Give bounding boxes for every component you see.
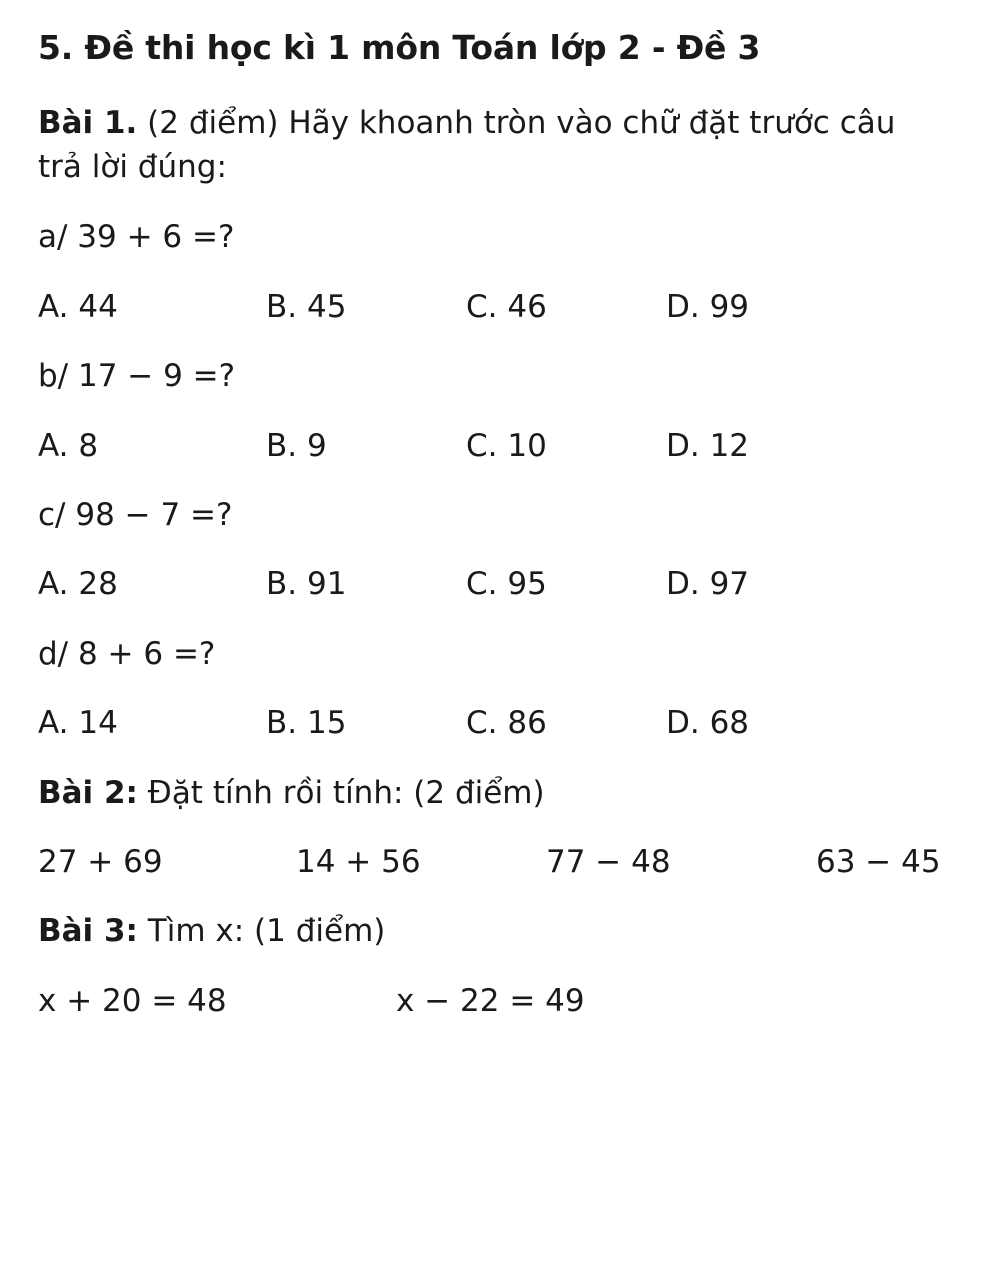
question-b-options [38, 425, 948, 468]
exercise-2-label: Bài 2: [38, 774, 138, 811]
option-d[interactable]: D. 12 [666, 427, 750, 464]
option-a[interactable]: A. 44 [38, 288, 118, 325]
question-d-options [38, 702, 948, 745]
option-a[interactable]: A. 8 [38, 427, 99, 464]
option-a[interactable]: A. 28 [38, 566, 118, 603]
calc-item: 63 − 45 [816, 843, 941, 880]
option-d[interactable]: D. 68 [666, 705, 750, 742]
exercise-1-text: (2 điểm) Hãy khoanh tròn vào chữ đặt trước câu trả lời đúng: [38, 104, 896, 186]
option-d[interactable]: D. 97 [666, 566, 750, 603]
option-c[interactable]: C. 10 [466, 427, 547, 464]
question-c: c/ 98 − 7 =? [38, 496, 233, 533]
exercise-2-text: Đặt tính rồi tính: (2 điểm) [137, 774, 545, 811]
question-c-options [38, 563, 948, 606]
option-b[interactable]: B. 15 [266, 705, 347, 742]
calc-item: 77 − 48 [546, 843, 671, 880]
question-b: b/ 17 − 9 =? [38, 358, 236, 395]
exercise-3-prompt [38, 910, 948, 953]
exercise-2-items [38, 841, 948, 884]
exercise-1-label: Bài 1. [38, 104, 138, 141]
exercise-3-label: Bài 3: [38, 913, 138, 950]
findx-item: x − 22 = 49 [396, 982, 585, 1019]
option-b[interactable]: B. 45 [266, 288, 347, 325]
question-a: a/ 39 + 6 =? [38, 219, 235, 256]
option-c[interactable]: C. 95 [466, 566, 547, 603]
option-d[interactable]: D. 99 [666, 288, 750, 325]
exercise-3-items [38, 980, 948, 1023]
exercise-3-text: Tìm x: (1 điểm) [137, 913, 386, 950]
option-b[interactable]: B. 91 [266, 566, 347, 603]
calc-item: 27 + 69 [38, 843, 163, 880]
option-b[interactable]: B. 9 [266, 427, 327, 464]
calc-item: 14 + 56 [296, 843, 421, 880]
exercise-1-prompt [38, 101, 948, 191]
exercise-2-prompt [38, 772, 948, 815]
page-title: 5. Đề thi học kì 1 môn Toán lớp 2 - Đề 3 [38, 28, 761, 67]
findx-item: x + 20 = 48 [38, 982, 227, 1019]
option-a[interactable]: A. 14 [38, 705, 118, 742]
option-c[interactable]: C. 86 [466, 705, 547, 742]
question-a-options [38, 286, 948, 329]
option-c[interactable]: C. 46 [466, 288, 547, 325]
question-d: d/ 8 + 6 =? [38, 635, 216, 672]
